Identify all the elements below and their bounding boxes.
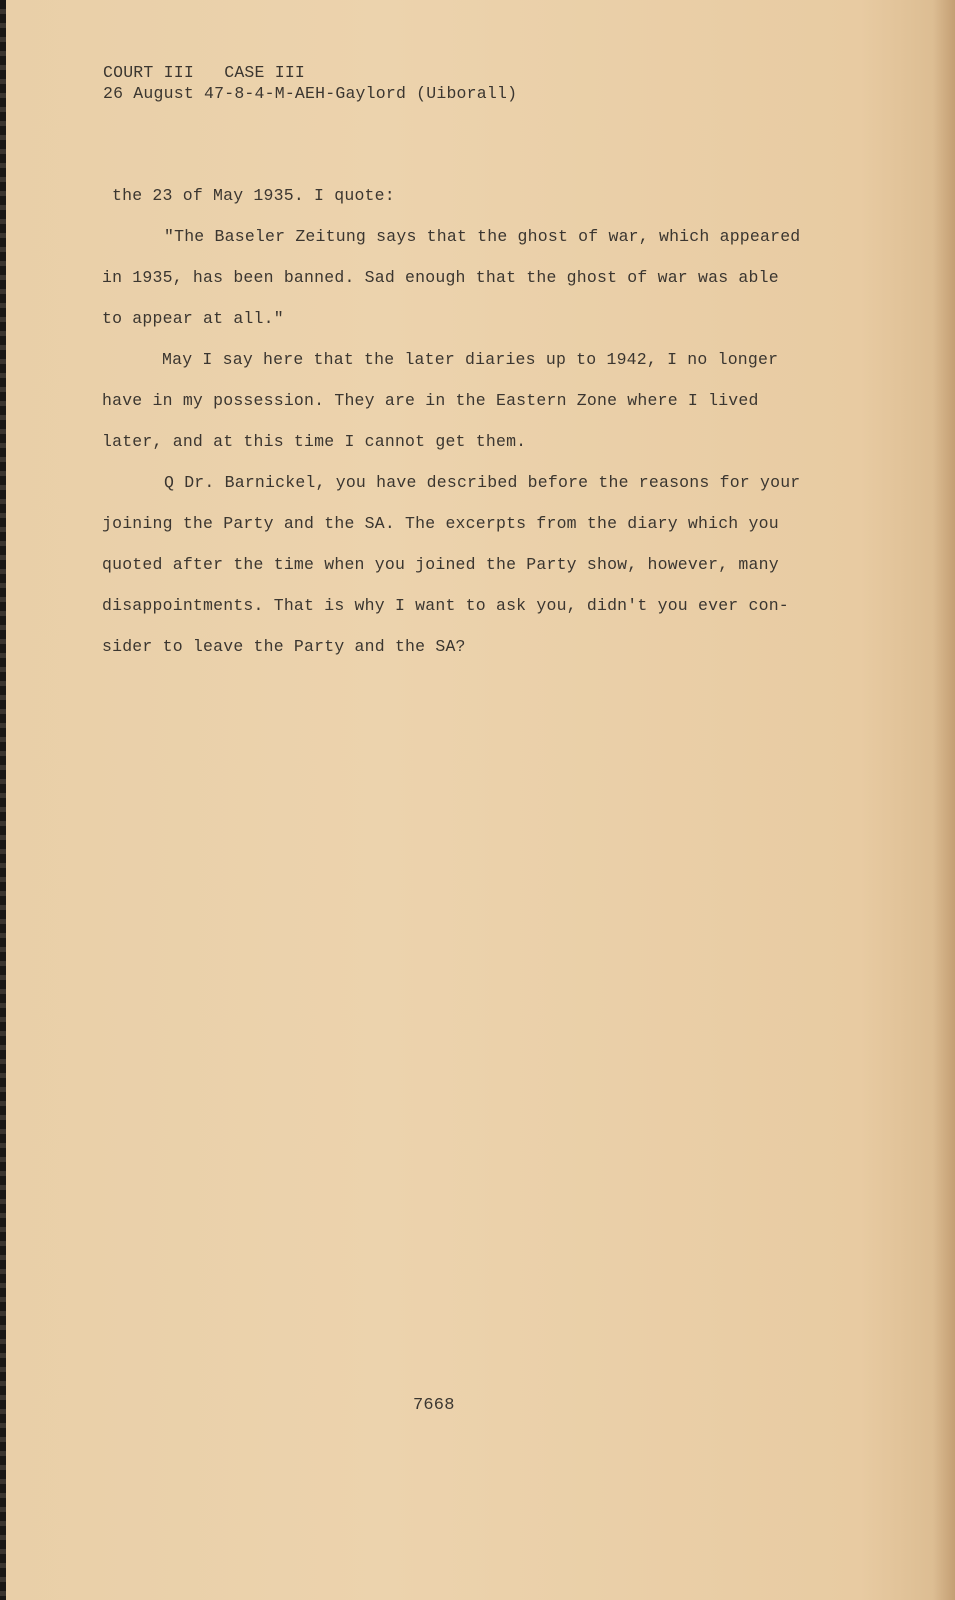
header-date-reference: 26 August 47-8-4-M-AEH-Gaylord (Uiborall) — [103, 84, 518, 103]
body-line: have in my possession. They are in the Eastern Zone where I lived — [102, 391, 759, 410]
body-line: disappointments. That is why I want to ask you, didn't you ever con- — [102, 596, 789, 615]
body-line: May I say here that the later diaries up to 1942, I no longer — [162, 350, 779, 369]
document-page — [6, 0, 955, 1600]
body-line: later, and at this time I cannot get them. — [102, 432, 527, 451]
body-line: Q Dr. Barnickel, you have described before the reasons for your — [164, 473, 801, 492]
body-line: in 1935, has been banned. Sad enough that the ghost of war was able — [102, 268, 779, 287]
document-header — [103, 62, 517, 104]
body-line: "The Baseler Zeitung says that the ghost of war, which appeared — [164, 227, 801, 246]
body-line: the 23 of May 1935. I quote: — [112, 186, 395, 205]
page-number: 7668 — [413, 1396, 455, 1415]
header-court-case: COURT III CASE III — [103, 63, 306, 82]
body-line: joining the Party and the SA. The excerpts from the diary which you — [102, 514, 779, 533]
body-line: to appear at all." — [102, 309, 284, 328]
body-line: quoted after the time when you joined the Party show, however, many — [102, 555, 779, 574]
body-line: sider to leave the Party and the SA? — [102, 637, 466, 656]
